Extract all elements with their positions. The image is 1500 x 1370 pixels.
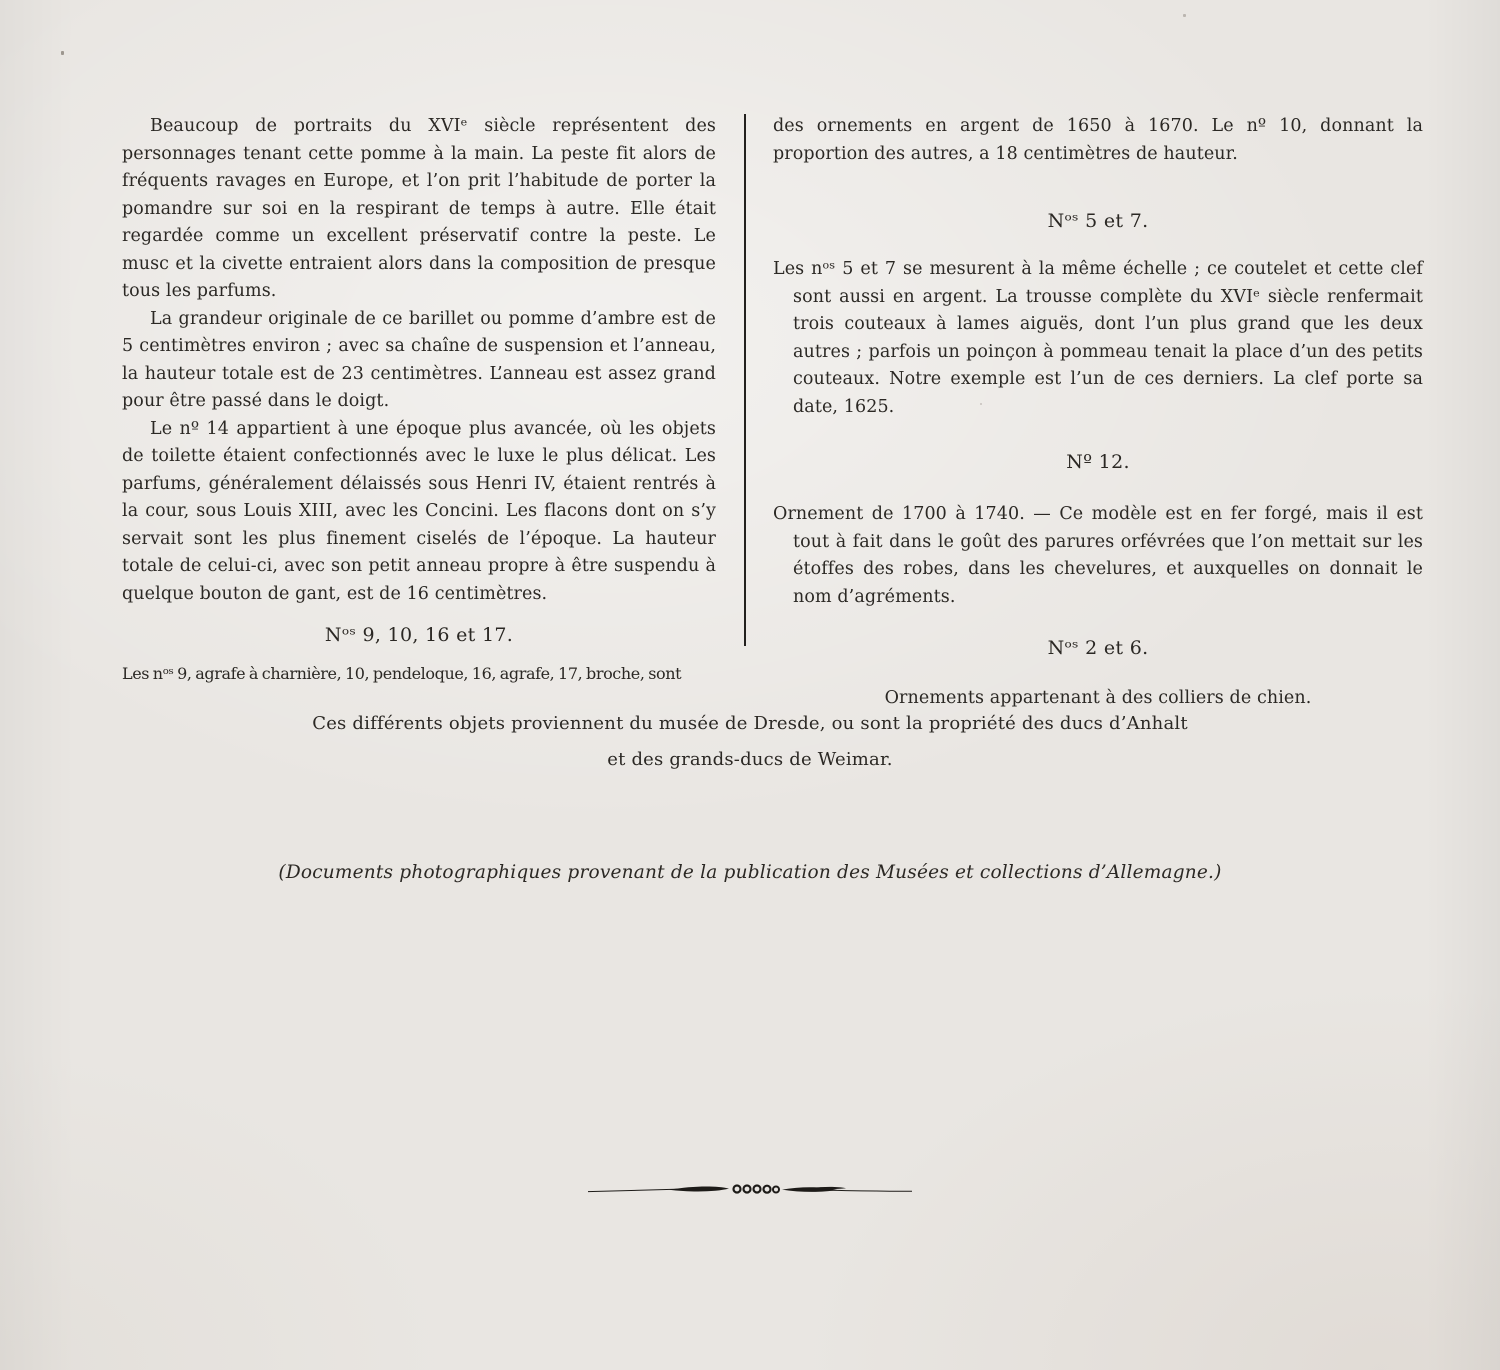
paper-speck: [1183, 14, 1186, 17]
paragraph-pomander-portraits: Beaucoup de portraits du XVIᵉ siècle représentent des personnages tenant cette pomme à la main. La peste fit alors de fréquents ravages en Europe, et l’on prit l’habitude de porter la pomandre sur soi en la respirant de temps à autre. Elle était regardée comme un excellent préservatif contre la peste. Le musc et la civette entraient alors dans la composition de presque tous les parfums.: [122, 116, 716, 301]
catalog-line-ornements: Les nᵒˢ 9, agrafe à charnière, 10, pendeloque, 16, agrafe, 17, broche, sont: [122, 664, 682, 683]
paragraph-barillet-dimensions: La grandeur originale de ce barillet ou pomme d’ambre est de 5 centimètres environ ; avec sa chaîne de suspension et l’anneau, la hauteur totale est de 23 centimètres. L’anneau est assez grand pour être passé dans le doigt.: [122, 308, 716, 411]
paragraph-continuation-argent: des ornements en argent de 1650 à 1670. Le nº 10, donnant la proportion des autres, a 18 centimètres de hauteur.: [773, 116, 1423, 164]
right-column: [773, 113, 1423, 713]
section-heading-nos-5-7: Nᵒˢ 5 et 7.: [1047, 210, 1149, 232]
provenance-line-1: Ces différents objets proviennent du musée de Dresde, ou sont la propriété des ducs d’Anhalt: [312, 713, 1188, 734]
paragraph-coutelet-clef: Les nᵒˢ 5 et 7 se mesurent à la même échelle ; ce coutelet et cette clef sont aussi en argent. La trousse complète du XVIᵉ siècle renfermait trois couteaux à lames aiguës, dont l’un plus grand que les deux autres ; parfois un poinçon à pommeau tenait la place d’un des petits couteaux. Notre exemple est l’un de ces derniers. La clef porte sa date, 1625.: [773, 259, 1423, 417]
tapered-rule-with-beads-icon: [585, 1181, 915, 1199]
provenance-line-2: et des grands-ducs de Weimar.: [607, 749, 893, 770]
paragraph-no14-flacon: Le nº 14 appartient à une époque plus avancée, où les objets de toilette étaient confectionnés avec le luxe le plus délicat. Les parfums, généralement délaissés sous Henri IV, étaient rentrés à la cour, sous Louis XIII, avec les Concini. Les flacons dont on s’y servait sont les plus finement ciselés de l’époque. La hauteur totale de celui-ci, avec son petit anneau propre à être suspendu à quelque bouton de gant, est de 16 centimètres.: [122, 418, 716, 604]
photo-credit-note: (Documents photographiques provenant de la publication des Musées et collections d’Allemagne.): [278, 862, 1222, 883]
column-divider-rule: [744, 114, 746, 646]
section-heading-nos-2-6: Nᵒˢ 2 et 6.: [1047, 637, 1149, 659]
provenance-note: [0, 706, 1500, 778]
paragraph-fer-forge: Ornement de 1700 à 1740. — Ce modèle est en fer forgé, mais il est tout à fait dans le goût des parures orfévrées que l’on mettait sur les étoffes des robes, dans les chevelures, et auxquelles on donnait le nom d’agréments.: [773, 504, 1423, 607]
section-heading-nos-9-10-16-17: Nᵒˢ 9, 10, 16 et 17.: [324, 624, 514, 646]
section-heading-no-12: Nº 12.: [1066, 451, 1130, 473]
paragraph-colliers-de-chien: Ornements appartenant à des colliers de chien.: [884, 688, 1312, 708]
paper-speck: [61, 51, 64, 55]
left-column: [122, 113, 716, 688]
divider-ornament: [0, 1181, 1500, 1199]
